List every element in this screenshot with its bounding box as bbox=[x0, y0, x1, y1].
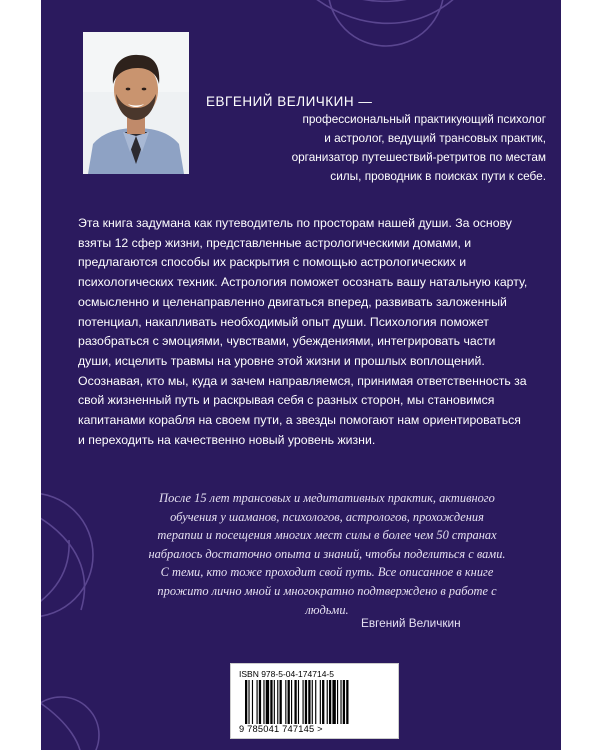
barcode-bar bbox=[274, 680, 275, 724]
author-description-line: и астролог, ведущий трансовых практик, bbox=[324, 131, 546, 145]
barcode-number: 9 785041 747145 > bbox=[239, 724, 323, 734]
author-description-line: профессиональный практикующий психолог bbox=[302, 112, 546, 126]
barcode-bar bbox=[257, 680, 258, 724]
barcode-bar bbox=[346, 680, 348, 724]
barcode-bar bbox=[248, 680, 249, 724]
barcode-bar bbox=[343, 680, 345, 724]
barcode-bar bbox=[294, 680, 296, 724]
barcode-bar bbox=[337, 680, 338, 724]
barcode-bar bbox=[288, 680, 290, 724]
author-name: ЕВГЕНИЙ ВЕЛИЧКИН — bbox=[206, 94, 373, 109]
barcode-bar bbox=[332, 680, 335, 724]
barcode-bar bbox=[327, 680, 328, 724]
barcode-bar bbox=[320, 680, 321, 724]
book-description: Эта книга задумана как путеводитель по просторам нашей души. За основу взяты 12 сфер жизни, представленные астрологическими домами, и предлагаются способы их раскрытия с помощью астрологических и психологических техник. Астрология поможет осознать вашу натальную карту, осмысленно и целенаправленно двигаться вперед, развивать заложенный потенциал, накапливать необходимый опыт души. Психология поможет разобраться с эмоциями, чувствами, убеждениями, интегрировать части души, исцелить травмы на уровне этой жизни и прошлых воплощений. Осознавая, кто мы, куда и зачем направляемся, принимая ответственность за свой жизненный путь и раскрывая себя с разных сторон, мы становимся капитанами корабля на своем пути, а звезды помогают нам ориентироваться и переходить на качественно новый уровень жизни. bbox=[78, 216, 528, 447]
author-description-line: организатор путешествий-ретритов по местам bbox=[291, 150, 546, 164]
barcode-bar bbox=[298, 680, 299, 724]
barcode-label bbox=[230, 663, 399, 739]
barcode-bar bbox=[263, 680, 264, 724]
isbn-text: ISBN 978-5-04-174714-5 bbox=[239, 669, 334, 679]
barcode-bar bbox=[329, 680, 331, 724]
author-description bbox=[206, 110, 546, 186]
author-photo bbox=[83, 32, 189, 174]
author-signature: Евгений Величкин bbox=[361, 616, 461, 630]
author-description-line: силы, проводник в поисках пути к себе. bbox=[330, 169, 546, 183]
author-bio bbox=[206, 94, 546, 186]
barcode-bar bbox=[340, 680, 341, 724]
author-portrait-illustration bbox=[83, 32, 189, 174]
author-quote: После 15 лет трансовых и медитативных практик, активного обучения у шаманов, психологов, астрологов, прохождения терапии и посещения многих мест силы в более чем 50 странах набралось достаточно опыта и знаний, чтобы поделиться с вами. С теми, кто тоже проходит свой путь. Все описанное в книге прожито лично мной и многократно подтверждено в работе с людьми. bbox=[148, 491, 506, 617]
barcode-bar bbox=[322, 680, 324, 724]
barcode-bar bbox=[312, 680, 313, 724]
barcode-bar bbox=[285, 680, 286, 724]
barcode-bar bbox=[291, 680, 292, 724]
barcode-image bbox=[245, 680, 385, 724]
barcode-bar bbox=[266, 680, 269, 724]
book-back-cover bbox=[41, 0, 561, 750]
barcode-bar bbox=[305, 680, 307, 724]
barcode-bar bbox=[270, 680, 272, 724]
barcode-bar bbox=[277, 680, 278, 724]
barcode-bar bbox=[252, 680, 253, 724]
barcode-bar bbox=[280, 680, 282, 724]
barcode-bar bbox=[245, 680, 247, 724]
barcode-bar bbox=[315, 680, 316, 724]
barcode-bar bbox=[303, 680, 304, 724]
barcode-bar bbox=[308, 680, 310, 724]
barcode-bar bbox=[259, 680, 261, 724]
